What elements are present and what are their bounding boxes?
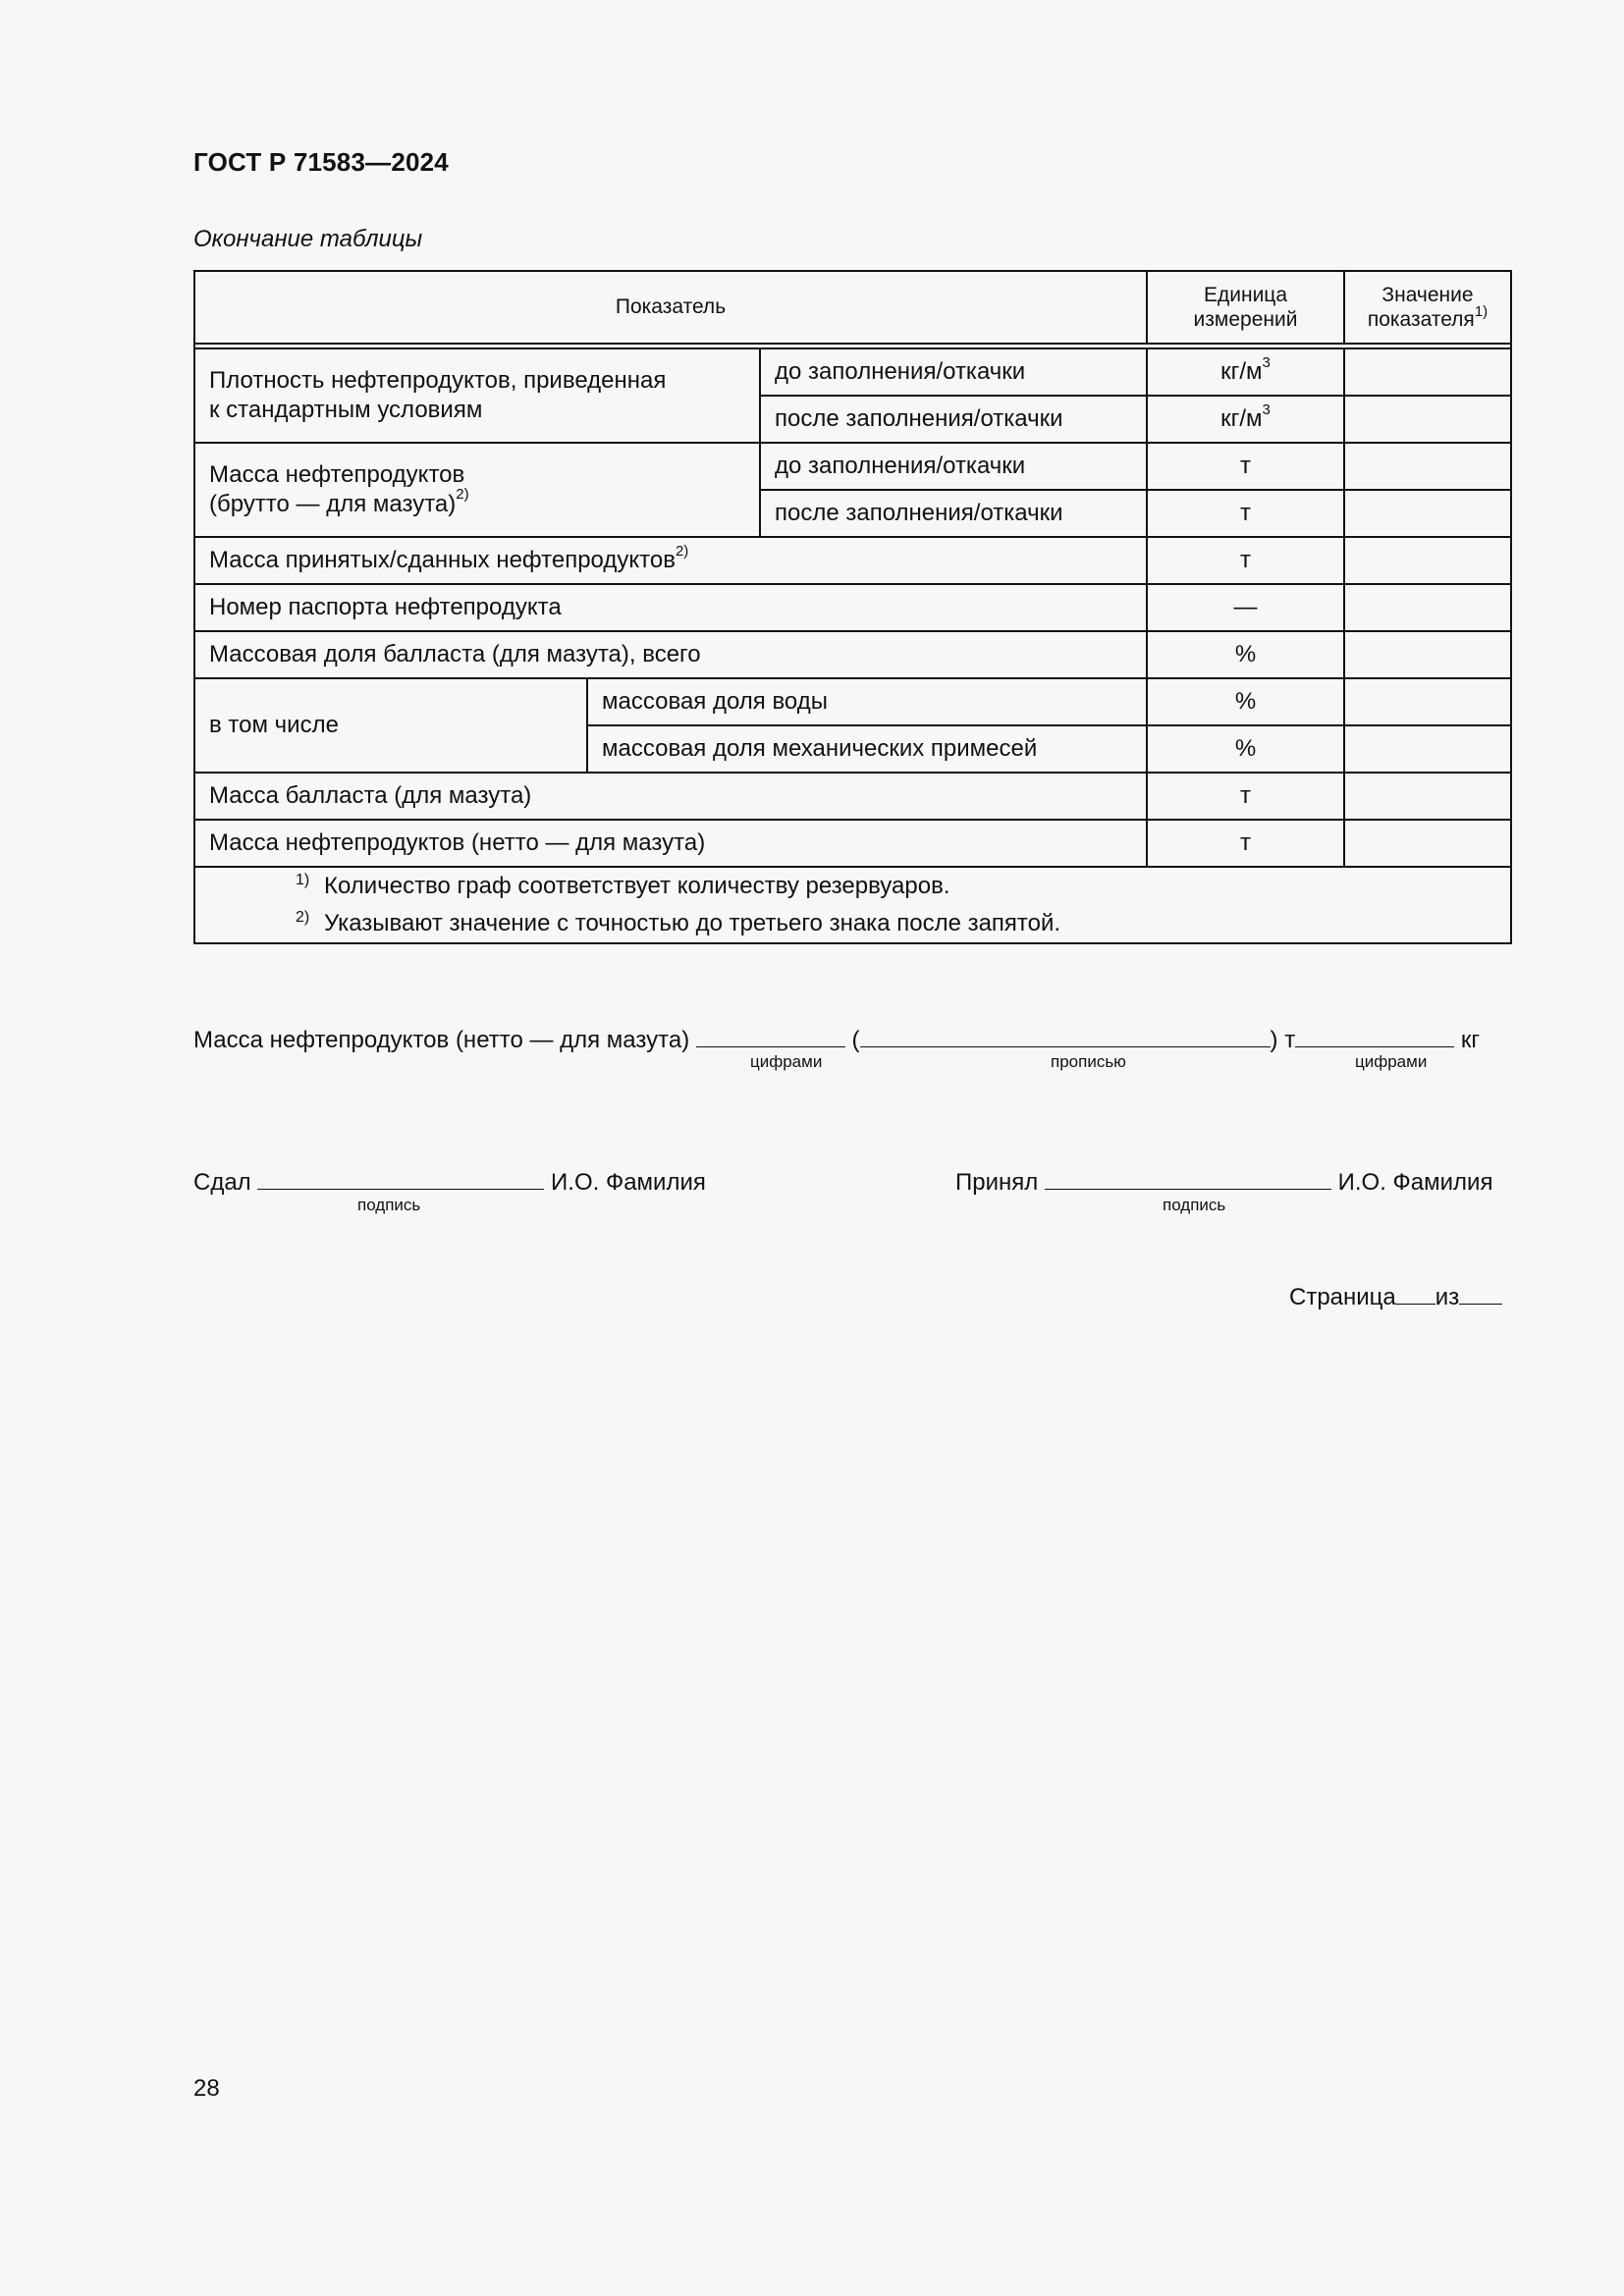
impurities-unit: % (1147, 725, 1344, 773)
net-mass-value[interactable] (1344, 820, 1511, 867)
page-counter (1289, 1282, 1502, 1311)
table-row (194, 820, 1511, 867)
kg-unit: кг (1460, 1027, 1481, 1053)
footnote-2: 2) Указывают значение с точностью до третьего знака после запятой. (296, 909, 1061, 936)
passport-unit: — (1147, 584, 1344, 631)
signature-gave (193, 1167, 706, 1197)
mass-after-label: после заполнения/откачки (760, 490, 1147, 537)
received-mass-value[interactable] (1344, 537, 1511, 584)
page-label: Страница (1289, 1284, 1396, 1310)
density-before-value[interactable] (1344, 348, 1511, 396)
hint-digits-2: цифрами (1355, 1052, 1428, 1071)
ballast-mass-unit: т (1147, 773, 1344, 820)
impurities-value[interactable] (1344, 725, 1511, 773)
ballast-share-label: Массовая доля балласта (для мазута), всего (194, 631, 1147, 678)
indicators-table (193, 270, 1512, 944)
received-signature-field[interactable] (1045, 1167, 1331, 1190)
signature-received (955, 1167, 1492, 1197)
footnotes-row (194, 867, 1511, 943)
density-label: Плотность нефтепродуктов, приведенная к стандартным условиям (194, 348, 760, 443)
density-after-value[interactable] (1344, 396, 1511, 443)
page-field[interactable] (1396, 1282, 1435, 1305)
of-label: из (1435, 1284, 1460, 1310)
density-after-label: после заполнения/откачки (760, 396, 1147, 443)
net-mass-words-field[interactable] (860, 1025, 1271, 1047)
density-before-unit: $кг/м^3$ (1147, 348, 1344, 396)
passport-value[interactable] (1344, 584, 1511, 631)
table-row (194, 537, 1511, 584)
received-name: И.О. Фамилия (1337, 1169, 1493, 1196)
density-after-unit: $кг/м^3$ (1147, 396, 1344, 443)
water-unit: % (1147, 678, 1344, 725)
net-mass-digits-field[interactable] (696, 1025, 845, 1047)
mass-after-unit: т (1147, 490, 1344, 537)
header-value: Значение показателя$^{1)}$ (1344, 271, 1511, 344)
table-header-row (194, 271, 1511, 344)
hint-words: прописью (1051, 1052, 1126, 1071)
gave-signature-field[interactable] (257, 1167, 544, 1190)
received-mass-label: Масса принятых/сданных нефтепродуктов$^{2)}$ (194, 537, 1147, 584)
doc-title: ГОСТ Р 71583—2024 (193, 147, 449, 177)
hint-digits-1: цифрами (750, 1052, 823, 1071)
header-indicator: Показатель (194, 271, 1147, 344)
mass-before-value[interactable] (1344, 443, 1511, 490)
net-mass-kg-field[interactable] (1295, 1025, 1454, 1047)
impurities-label: массовая доля механических примесей (587, 725, 1147, 773)
page-number: 28 (193, 2075, 220, 2102)
table-row (194, 443, 1511, 490)
ballast-mass-label: Масса балласта (для мазута) (194, 773, 1147, 820)
table-caption: Окончание таблицы (193, 226, 423, 252)
mass-before-label: до заполнения/откачки (760, 443, 1147, 490)
passport-label: Номер паспорта нефтепродукта (194, 584, 1147, 631)
table-row (194, 584, 1511, 631)
ballast-mass-value[interactable] (1344, 773, 1511, 820)
close-paren-t: ) т (1270, 1027, 1296, 1053)
net-mass-line-label: Масса нефтепродуктов (нетто — для мазута) (193, 1027, 690, 1053)
table-row (194, 678, 1511, 725)
gave-label: Сдал (193, 1169, 251, 1196)
ballast-share-value[interactable] (1344, 631, 1511, 678)
received-label: Принял (955, 1169, 1039, 1196)
mass-after-value[interactable] (1344, 490, 1511, 537)
open-paren: ( (851, 1027, 860, 1053)
net-mass-unit: т (1147, 820, 1344, 867)
header-unit: Единица измерений (1147, 271, 1344, 344)
footnotes (194, 867, 1511, 943)
net-mass-line (193, 1025, 1480, 1054)
mass-before-unit: т (1147, 443, 1344, 490)
table-row (194, 631, 1511, 678)
gave-name: И.О. Фамилия (551, 1169, 706, 1196)
including-label: в том числе (194, 678, 587, 773)
table-row (194, 773, 1511, 820)
water-value[interactable] (1344, 678, 1511, 725)
received-mass-unit: т (1147, 537, 1344, 584)
water-label: массовая доля воды (587, 678, 1147, 725)
net-mass-label: Масса нефтепродуктов (нетто — для мазута) (194, 820, 1147, 867)
total-pages-field[interactable] (1459, 1282, 1502, 1305)
density-before-label: до заполнения/откачки (760, 348, 1147, 396)
ballast-share-unit: % (1147, 631, 1344, 678)
gave-hint: подпись (357, 1196, 421, 1214)
footnote-1: 1) Количество граф соответствует количеству резервуаров. (296, 872, 950, 899)
table-row (194, 348, 1511, 396)
received-hint: подпись (1163, 1196, 1226, 1214)
mass-gross-label: Масса нефтепродуктов (брутто — для мазута)$^{2)}$ (194, 443, 760, 537)
